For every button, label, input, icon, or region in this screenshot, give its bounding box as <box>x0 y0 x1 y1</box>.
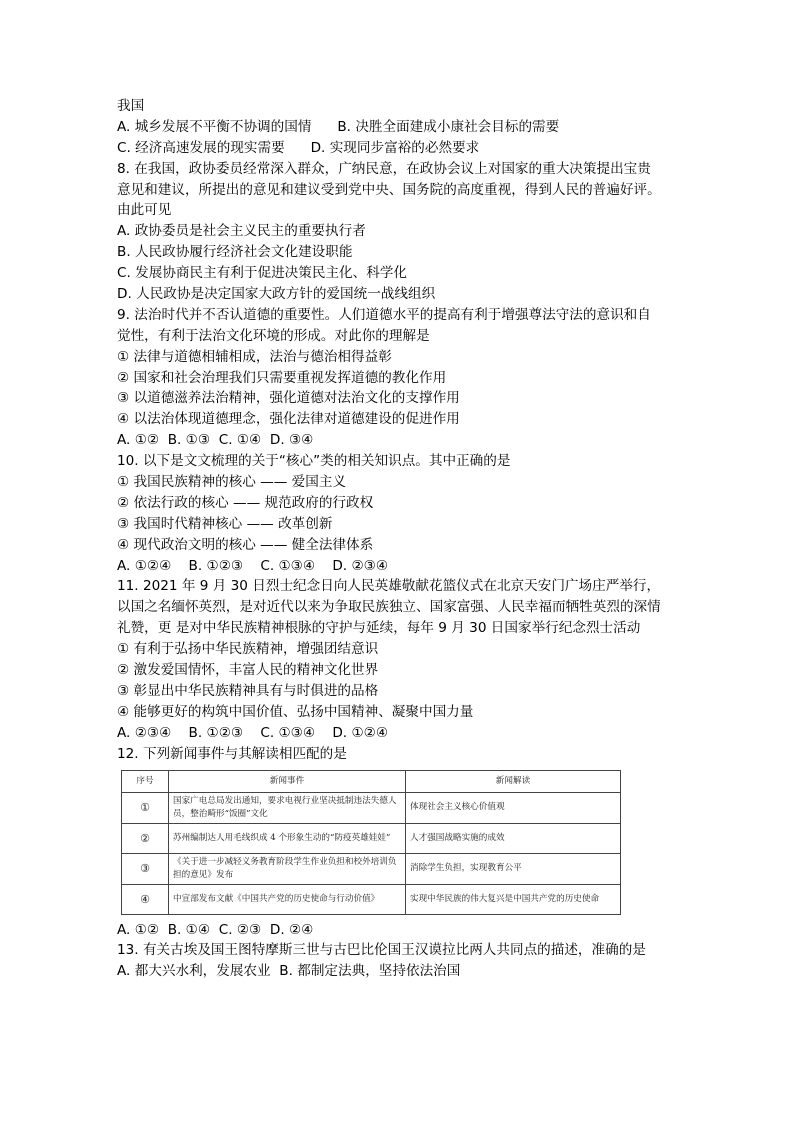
column-header-number: 序号 <box>122 770 169 792</box>
text-line: 10. 以下是文文梳理的关于“核心”类的相关知识点。其中正确的是 <box>117 453 511 470</box>
text-line: A. 城乡发展不平衡不协调的国情 B. 决胜全面建成小康社会目标的需要 <box>117 118 560 135</box>
news-events-table <box>121 770 621 915</box>
text-line: 觉性，有利于法治文化环境的形成。对此你的理解是 <box>117 327 430 344</box>
question-text-block <box>117 96 687 765</box>
text-line: 9. 法治时代并不否认道德的重要性。人们道德水平的提高有利于增强尊法守法的意识和自 <box>117 306 651 323</box>
table-row <box>122 792 621 823</box>
text-line: ③ 我国时代精神核心 —— 改革创新 <box>117 515 333 532</box>
column-header-interpretation: 新闻解读 <box>406 770 621 792</box>
text-line: ② 依法行政的核心 —— 规范政府的行政权 <box>117 494 374 511</box>
text-line: C. 经济高速发展的现实需要 D. 实现同步富裕的必然要求 <box>117 139 480 156</box>
text-line: A. ①② B. ①③ C. ①④ D. ③④ <box>117 432 314 449</box>
row-number: ④ <box>122 884 169 914</box>
row-number: ② <box>122 823 169 853</box>
text-line: C. 发展协商民主有利于促进决策民主化、科学化 <box>117 265 408 282</box>
question-text-block-continued <box>117 920 687 983</box>
text-line: ③ 彰显出中华民族精神具有与时俱进的品格 <box>117 682 379 699</box>
row-number: ③ <box>122 853 169 884</box>
text-line: A. 政协委员是社会主义民主的重要执行者 <box>117 223 366 240</box>
row-interpretation: 实现中华民族的伟大复兴是中国共产党的历史使命 <box>406 884 621 914</box>
table-header-row <box>122 770 621 792</box>
column-header-event: 新闻事件 <box>169 770 406 792</box>
text-line: A. ①② B. ①④ C. ②③ D. ②④ <box>117 921 314 938</box>
text-line: A. ①②④ B. ①②③ C. ①③④ D. ②③④ <box>117 557 389 574</box>
table-row <box>122 853 621 884</box>
document-page <box>117 96 687 982</box>
row-event: 中宣部发布文献《中国共产党的历史使命与行动价值》 <box>169 884 406 914</box>
text-line: 11. 2021 年 9 月 30 日烈士纪念日向人民英雄敬献花篮仪式在北京天安门广场庄严举行， <box>117 578 661 595</box>
text-line: A. 都大兴水利，发展农业 B. 都制定法典，坚持依法治国 <box>117 963 461 980</box>
text-line: 礼赞，更 是对中华民族精神根脉的守护与延续，每年 9 月 30 日国家举行纪念烈士活动 <box>117 620 641 637</box>
row-event: 国家广电总局发出通知，要求电视行业坚决抵制违法失德人员，整治畸形“饭圈”文化 <box>169 792 406 823</box>
row-interpretation: 人才强国战略实施的成效 <box>406 823 621 853</box>
table-row <box>122 884 621 914</box>
text-line: 8. 在我国，政协委员经常深入群众，广纳民意，在政协会议上对国家的重大决策提出宝贵 <box>117 160 651 177</box>
text-line: ① 法律与道德相辅相成，法治与德治相得益彰 <box>117 348 392 365</box>
text-line: ④ 能够更好的构筑中国价值、弘扬中国精神、凝聚中国力量 <box>117 703 474 720</box>
text-line: 我国 <box>117 98 145 114</box>
text-line: ② 国家和社会治理我们只需要重视发挥道德的教化作用 <box>117 369 447 386</box>
text-line: ③ 以道德滋养法治精神，强化道德对法治文化的支撑作用 <box>117 390 460 407</box>
table-row <box>122 823 621 853</box>
text-line: A. ②③④ B. ①②③ C. ①③④ D. ①②④ <box>117 724 389 741</box>
text-line: ④ 以法治体现道德理念，强化法律对道德建设的促进作用 <box>117 411 460 428</box>
text-line: ① 有利于弘扬中华民族精神，增强团结意识 <box>117 641 379 658</box>
row-interpretation: 消除学生负担，实现教育公平 <box>406 853 621 884</box>
row-event: 《关于进一步减轻义务教育阶段学生作业负担和校外培训负担的意见》发布 <box>169 853 406 884</box>
text-line: B. 人民政协履行经济社会文化建设职能 <box>117 244 353 261</box>
text-line: ② 激发爱国情怀，丰富人民的精神文化世界 <box>117 662 379 679</box>
text-line: D. 人民政协是决定国家大政方针的爱国统一战线组织 <box>117 286 436 303</box>
text-line: ④ 现代政治文明的核心 —— 健全法律体系 <box>117 536 374 553</box>
text-line: 13. 有关古埃及国王图特摩斯三世与古巴比伦国王汉谟拉比两人共同点的描述，准确的是 <box>117 942 646 959</box>
row-interpretation: 体现社会主义核心价值观 <box>406 792 621 823</box>
text-line: ① 我国民族精神的核心 —— 爱国主义 <box>117 474 347 491</box>
row-number: ① <box>122 792 169 823</box>
row-event: 苏州编制达人用毛线织成 4 个形象生动的“防疫英雄娃娃” <box>169 823 406 853</box>
text-line: 由此可见 <box>117 202 172 219</box>
text-line: 12. 下列新闻事件与其解读相匹配的是 <box>117 745 347 762</box>
text-line: 以国之名缅怀英烈，是对近代以来为争取民族独立、国家富强、人民幸福而牺牲英烈的深情 <box>117 599 661 616</box>
text-line: 意见和建议，所提出的意见和建议受到党中央、国务院的高度重视，得到人民的普遍好评。 <box>117 181 661 198</box>
